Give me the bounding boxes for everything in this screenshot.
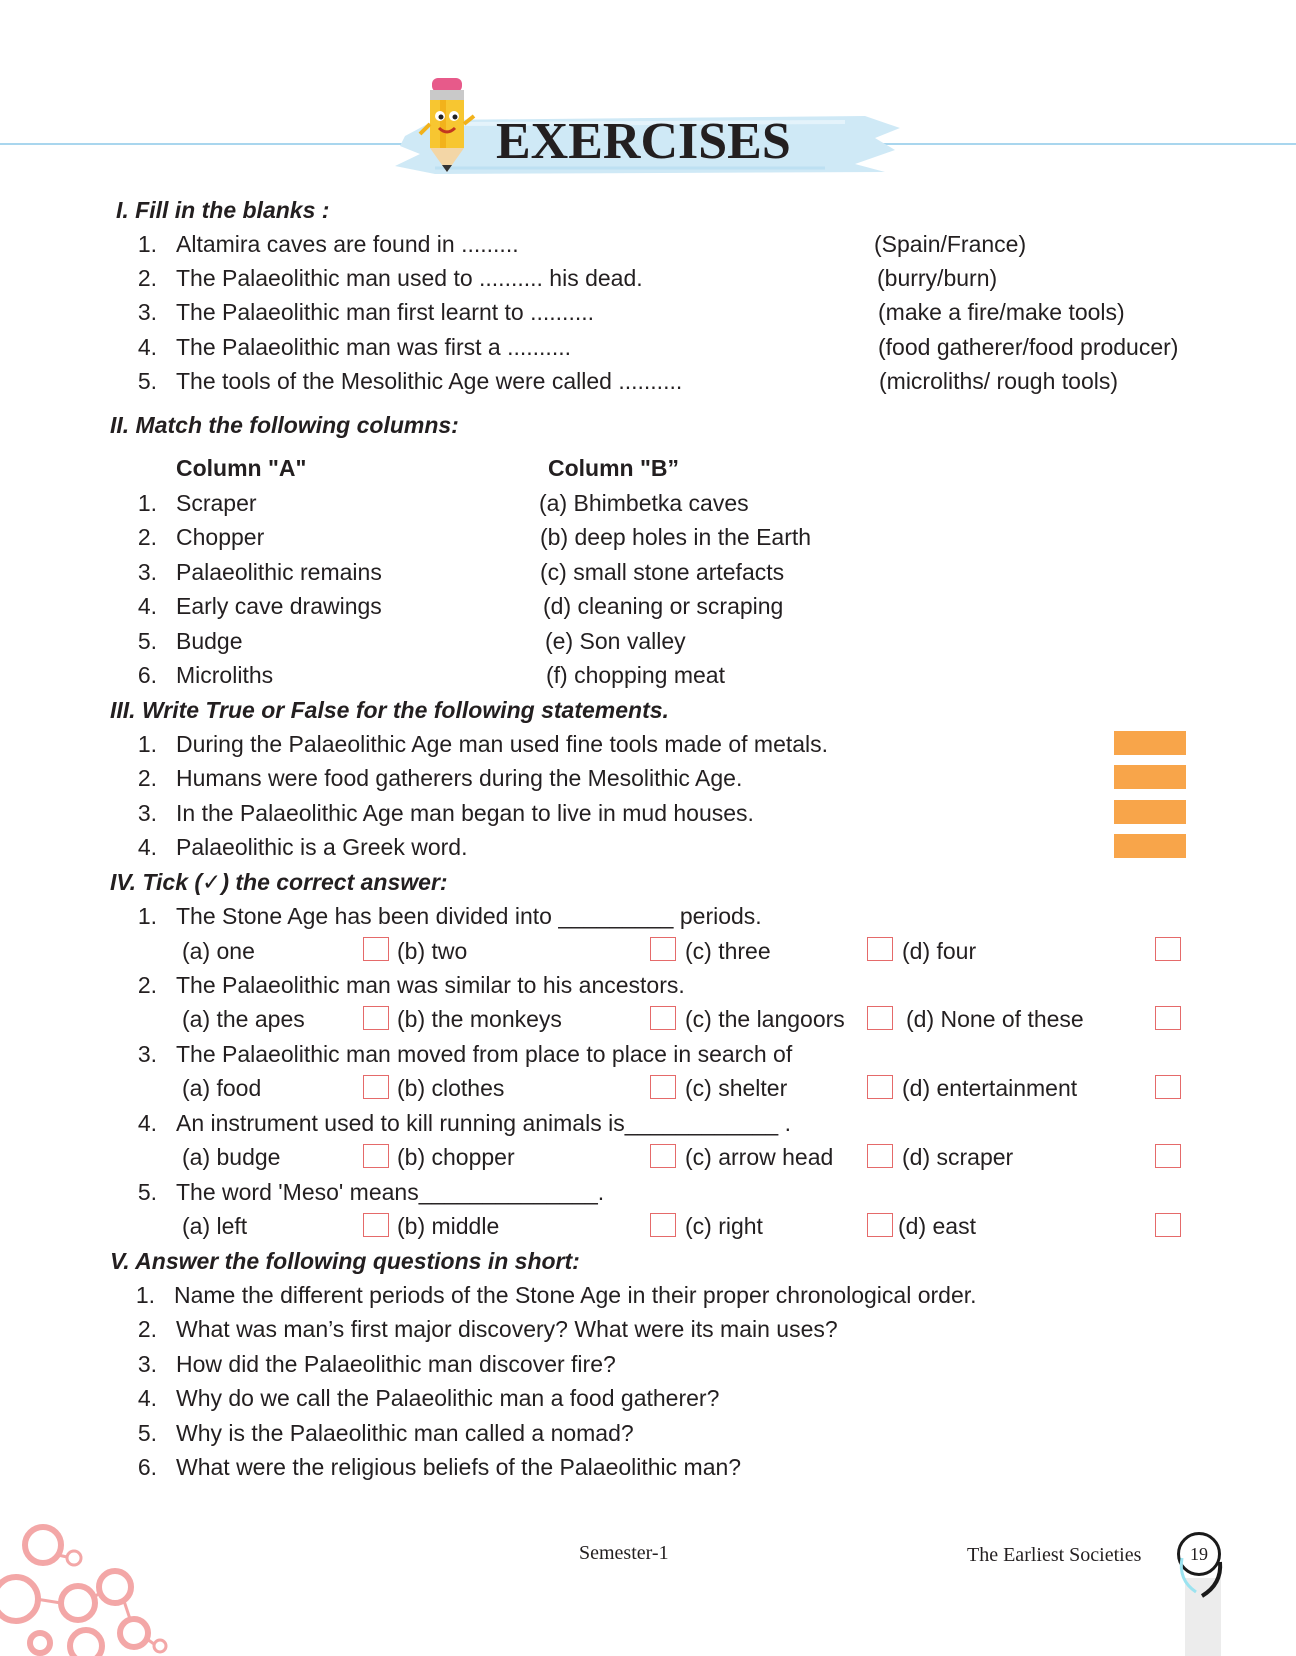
item-number: 2. bbox=[137, 524, 157, 550]
column-b-cell: (b) deep holes in the Earth bbox=[540, 524, 812, 550]
item-number: 1. bbox=[137, 731, 157, 757]
question-text: How did the Palaeolithic man discover fire? bbox=[176, 1351, 616, 1377]
section-heading: III. Write True or False for the following statements. bbox=[110, 697, 669, 723]
question-text: The Palaeolithic man was first a .......... bbox=[176, 334, 571, 360]
question-text: The word 'Meso' means______________. bbox=[176, 1179, 605, 1205]
question-text: Why do we call the Palaeolithic man a food gatherer? bbox=[176, 1385, 720, 1411]
page-number: 19 bbox=[1190, 1544, 1208, 1564]
tick-box[interactable] bbox=[867, 937, 893, 961]
item-number: 5. bbox=[137, 368, 157, 394]
option-label: (d) four bbox=[902, 938, 977, 964]
column-b-header: Column "B” bbox=[548, 455, 680, 481]
option-label: (d) None of these bbox=[906, 1006, 1084, 1032]
item-number: 1. bbox=[137, 490, 157, 516]
column-b-cell: (c) small stone artefacts bbox=[540, 559, 785, 585]
column-b-cell: (f) chopping meat bbox=[546, 662, 725, 688]
item-number: 5. bbox=[137, 628, 157, 654]
tick-box[interactable] bbox=[363, 937, 389, 961]
tick-box[interactable] bbox=[650, 1144, 676, 1168]
option-label: (c) the langoors bbox=[685, 1006, 845, 1032]
question-text: Name the different periods of the Stone Age in their proper chronological order. bbox=[174, 1282, 977, 1308]
item-number: 2. bbox=[137, 972, 157, 998]
decorative-circles bbox=[0, 1515, 180, 1656]
tick-box[interactable] bbox=[1155, 1006, 1181, 1030]
option-label: (d) east bbox=[898, 1213, 976, 1239]
question-text: The Stone Age has been divided into _________ periods. bbox=[176, 903, 762, 929]
book-title: The Earliest Societies bbox=[967, 1544, 1142, 1566]
option-label: (b) clothes bbox=[397, 1075, 505, 1101]
tick-box[interactable] bbox=[363, 1213, 389, 1237]
column-b-cell: (d) cleaning or scraping bbox=[543, 593, 784, 619]
tick-box[interactable] bbox=[867, 1075, 893, 1099]
option-label: (a) food bbox=[182, 1075, 262, 1101]
answer-options: (Spain/France) bbox=[874, 231, 1027, 257]
option-label: (d) entertainment bbox=[902, 1075, 1078, 1101]
item-number: 5. bbox=[137, 1179, 157, 1205]
option-label: (b) middle bbox=[397, 1213, 500, 1239]
section-heading: IV. Tick (✓) the correct answer: bbox=[110, 869, 448, 895]
option-label: (b) the monkeys bbox=[397, 1006, 562, 1032]
tick-box[interactable] bbox=[1155, 1075, 1181, 1099]
answer-box[interactable] bbox=[1114, 800, 1186, 824]
item-number: 4. bbox=[137, 1385, 157, 1411]
tick-box[interactable] bbox=[1155, 937, 1181, 961]
item-number: 3. bbox=[137, 299, 157, 325]
question-text: The Palaeolithic man moved from place to place in search of bbox=[176, 1041, 793, 1067]
question-text: The tools of the Mesolithic Age were called .......... bbox=[176, 368, 683, 394]
statement-text: In the Palaeolithic Age man began to live in mud houses. bbox=[176, 800, 754, 826]
question-text: An instrument used to kill running animals is____________ . bbox=[176, 1110, 791, 1136]
column-b-cell: (a) Bhimbetka caves bbox=[539, 490, 749, 516]
question-text: Why is the Palaeolithic man called a nomad? bbox=[176, 1420, 634, 1446]
answer-options: (microliths/ rough tools) bbox=[879, 368, 1119, 394]
option-label: (c) three bbox=[685, 938, 771, 964]
item-number: 2. bbox=[137, 1316, 157, 1342]
question-text: The Palaeolithic man was similar to his ancestors. bbox=[176, 972, 685, 998]
page-title: EXERCISES bbox=[496, 113, 791, 170]
item-number: 3. bbox=[137, 559, 157, 585]
pencil-mascot-icon bbox=[418, 72, 478, 176]
question-text: The Palaeolithic man used to .......... his dead. bbox=[176, 265, 643, 291]
semester-label: Semester-1 bbox=[579, 1542, 669, 1564]
answer-box[interactable] bbox=[1114, 834, 1186, 858]
column-b-cell: (e) Son valley bbox=[545, 628, 686, 654]
tick-box[interactable] bbox=[650, 1213, 676, 1237]
option-label: (b) chopper bbox=[397, 1144, 515, 1170]
item-number: 4. bbox=[137, 834, 157, 860]
item-number: 2. bbox=[137, 765, 157, 791]
option-label: (b) two bbox=[397, 938, 468, 964]
answer-options: (make a fire/make tools) bbox=[878, 299, 1125, 325]
item-number: 2. bbox=[137, 265, 157, 291]
question-text: What was man’s first major discovery? What were its main uses? bbox=[176, 1316, 838, 1342]
tick-box[interactable] bbox=[1155, 1144, 1181, 1168]
answer-options: (burry/burn) bbox=[877, 265, 998, 291]
tick-box[interactable] bbox=[867, 1213, 893, 1237]
section-heading: II. Match the following columns: bbox=[110, 412, 459, 438]
tick-box[interactable] bbox=[363, 1144, 389, 1168]
column-a-cell: Palaeolithic remains bbox=[176, 559, 382, 585]
column-a-header: Column "A" bbox=[176, 455, 307, 481]
item-number: 3. bbox=[137, 1351, 157, 1377]
question-text: What were the religious beliefs of the Palaeolithic man? bbox=[176, 1454, 742, 1480]
item-number: 1. bbox=[137, 231, 157, 257]
item-number: 1. bbox=[137, 903, 157, 929]
column-a-cell: Scraper bbox=[176, 490, 257, 516]
tick-box[interactable] bbox=[363, 1075, 389, 1099]
item-number: 1. bbox=[135, 1282, 155, 1308]
tick-box[interactable] bbox=[1155, 1213, 1181, 1237]
question-text: The Palaeolithic man first learnt to .......... bbox=[176, 299, 595, 325]
item-number: 4. bbox=[137, 334, 157, 360]
item-number: 4. bbox=[137, 593, 157, 619]
column-a-cell: Early cave drawings bbox=[176, 593, 382, 619]
tick-box[interactable] bbox=[867, 1006, 893, 1030]
option-label: (c) shelter bbox=[685, 1075, 788, 1101]
statement-text: Palaeolithic is a Greek word. bbox=[176, 834, 468, 860]
section-heading: I. Fill in the blanks : bbox=[116, 197, 330, 223]
column-a-cell: Chopper bbox=[176, 524, 265, 550]
option-label: (a) the apes bbox=[182, 1006, 305, 1032]
option-label: (d) scraper bbox=[902, 1144, 1014, 1170]
tick-box[interactable] bbox=[650, 1006, 676, 1030]
option-label: (a) left bbox=[182, 1213, 248, 1239]
item-number: 3. bbox=[137, 800, 157, 826]
section-heading: V. Answer the following questions in short: bbox=[110, 1248, 580, 1274]
option-label: (c) right bbox=[685, 1213, 763, 1239]
tick-box[interactable] bbox=[363, 1006, 389, 1030]
tick-box[interactable] bbox=[867, 1144, 893, 1168]
statement-text: Humans were food gatherers during the Mesolithic Age. bbox=[176, 765, 743, 791]
badge-swirl bbox=[1176, 1540, 1226, 1598]
item-number: 6. bbox=[137, 662, 157, 688]
option-label: (a) one bbox=[182, 938, 255, 964]
item-number: 3. bbox=[137, 1041, 157, 1067]
item-number: 6. bbox=[137, 1454, 157, 1480]
question-text: Altamira caves are found in ......... bbox=[176, 231, 519, 257]
tick-box[interactable] bbox=[650, 937, 676, 961]
item-number: 5. bbox=[137, 1420, 157, 1446]
column-a-cell: Microliths bbox=[176, 662, 274, 688]
statement-text: During the Palaeolithic Age man used fine tools made of metals. bbox=[176, 731, 829, 757]
answer-box[interactable] bbox=[1114, 765, 1186, 789]
item-number: 4. bbox=[137, 1110, 157, 1136]
option-label: (a) budge bbox=[182, 1144, 281, 1170]
tick-box[interactable] bbox=[650, 1075, 676, 1099]
column-a-cell: Budge bbox=[176, 628, 243, 654]
answer-box[interactable] bbox=[1114, 731, 1186, 755]
answer-options: (food gatherer/food producer) bbox=[878, 334, 1179, 360]
option-label: (c) arrow head bbox=[685, 1144, 834, 1170]
